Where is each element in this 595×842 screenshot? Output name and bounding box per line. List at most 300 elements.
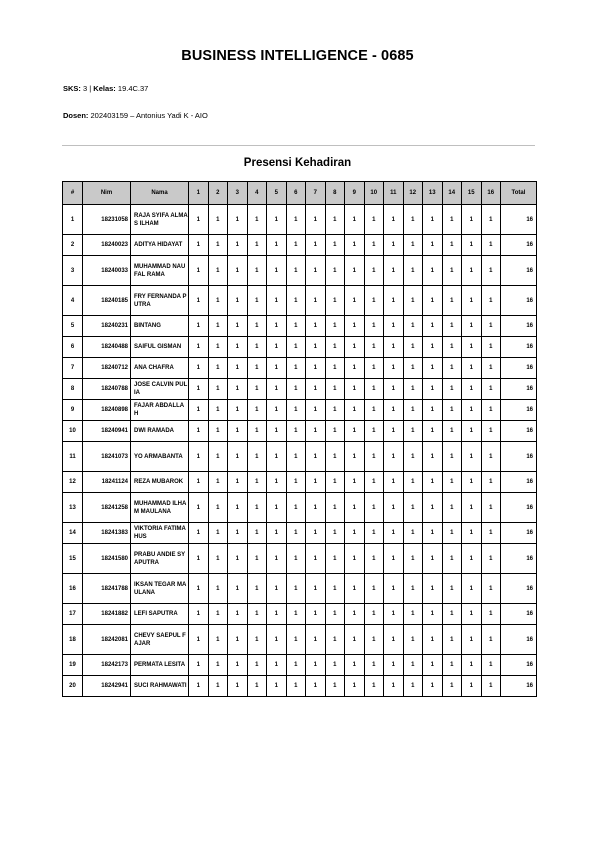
attendance-cell: 1 [403, 316, 423, 337]
attendance-cell: 1 [384, 358, 404, 379]
nim-cell: 18241383 [83, 523, 131, 544]
attendance-cell: 1 [208, 676, 228, 697]
attendance-cell: 1 [442, 337, 462, 358]
attendance-cell: 1 [364, 286, 384, 316]
attendance-cell: 1 [384, 574, 404, 604]
attendance-cell: 1 [247, 523, 267, 544]
attendance-cell: 1 [423, 286, 443, 316]
attendance-cell: 1 [247, 655, 267, 676]
attendance-cell: 1 [306, 604, 326, 625]
attendance-cell: 1 [267, 544, 287, 574]
table-row [63, 544, 537, 574]
attendance-cell: 1 [325, 472, 345, 493]
attendance-cell: 1 [267, 493, 287, 523]
attendance-cell: 1 [442, 676, 462, 697]
attendance-cell: 1 [345, 442, 365, 472]
attendance-cell: 1 [208, 544, 228, 574]
attendance-cell: 1 [345, 316, 365, 337]
attendance-cell: 1 [208, 205, 228, 235]
attendance-cell: 1 [228, 523, 248, 544]
attendance-cell: 1 [462, 205, 482, 235]
attendance-cell: 1 [403, 625, 423, 655]
attendance-cell: 1 [442, 379, 462, 400]
row-number-cell: 3 [63, 256, 83, 286]
column-header: 3 [228, 182, 248, 205]
attendance-cell: 1 [364, 358, 384, 379]
column-header: 7 [306, 182, 326, 205]
row-number-cell: 14 [63, 523, 83, 544]
attendance-cell: 1 [403, 235, 423, 256]
attendance-cell: 1 [384, 493, 404, 523]
table-header-row [63, 182, 537, 205]
attendance-cell: 1 [423, 256, 443, 286]
attendance-cell: 1 [208, 493, 228, 523]
attendance-cell: 1 [423, 421, 443, 442]
attendance-cell: 1 [228, 256, 248, 286]
attendance-cell: 1 [423, 316, 443, 337]
dosen-label: Dosen: [63, 111, 89, 120]
sks-label: SKS: [63, 84, 81, 93]
attendance-cell: 1 [345, 472, 365, 493]
attendance-cell: 1 [286, 379, 306, 400]
attendance-cell: 1 [462, 379, 482, 400]
attendance-cell: 1 [247, 676, 267, 697]
table-row [63, 574, 537, 604]
name-cell: FRY FERNANDA PUTRA [131, 286, 189, 316]
attendance-cell: 1 [403, 676, 423, 697]
attendance-cell: 1 [423, 400, 443, 421]
attendance-cell: 1 [345, 286, 365, 316]
attendance-cell: 1 [442, 625, 462, 655]
attendance-cell: 1 [481, 472, 501, 493]
total-cell: 16 [501, 655, 537, 676]
row-number-cell: 13 [63, 493, 83, 523]
row-number-cell: 7 [63, 358, 83, 379]
attendance-cell: 1 [228, 316, 248, 337]
column-header: 10 [364, 182, 384, 205]
attendance-cell: 1 [345, 400, 365, 421]
attendance-cell: 1 [228, 235, 248, 256]
attendance-cell: 1 [384, 316, 404, 337]
total-cell: 16 [501, 286, 537, 316]
attendance-cell: 1 [442, 493, 462, 523]
attendance-cell: 1 [228, 472, 248, 493]
name-cell: PRABU ANDIE SYAPUTRA [131, 544, 189, 574]
nim-cell: 18241258 [83, 493, 131, 523]
attendance-cell: 1 [364, 379, 384, 400]
name-cell: CHEVY SAEPUL FAJAR [131, 625, 189, 655]
attendance-cell: 1 [228, 337, 248, 358]
attendance-cell: 1 [189, 676, 209, 697]
total-cell: 16 [501, 358, 537, 379]
attendance-cell: 1 [442, 523, 462, 544]
attendance-cell: 1 [306, 676, 326, 697]
nim-cell: 18241124 [83, 472, 131, 493]
attendance-cell: 1 [286, 421, 306, 442]
table-body [63, 205, 537, 697]
attendance-cell: 1 [403, 472, 423, 493]
attendance-cell: 1 [481, 316, 501, 337]
attendance-cell: 1 [403, 337, 423, 358]
attendance-cell: 1 [325, 379, 345, 400]
attendance-cell: 1 [306, 574, 326, 604]
attendance-cell: 1 [247, 544, 267, 574]
attendance-cell: 1 [345, 676, 365, 697]
column-header: 4 [247, 182, 267, 205]
attendance-cell: 1 [325, 358, 345, 379]
attendance-cell: 1 [306, 337, 326, 358]
table-row [63, 442, 537, 472]
attendance-cell: 1 [403, 655, 423, 676]
attendance-cell: 1 [442, 604, 462, 625]
attendance-cell: 1 [384, 472, 404, 493]
table-row [63, 379, 537, 400]
attendance-cell: 1 [423, 379, 443, 400]
attendance-cell: 1 [423, 574, 443, 604]
nim-cell: 18242081 [83, 625, 131, 655]
attendance-cell: 1 [462, 358, 482, 379]
nim-cell: 18240231 [83, 316, 131, 337]
attendance-cell: 1 [481, 256, 501, 286]
table-row [63, 472, 537, 493]
attendance-cell: 1 [384, 379, 404, 400]
attendance-cell: 1 [364, 574, 384, 604]
column-header: 15 [462, 182, 482, 205]
attendance-cell: 1 [364, 205, 384, 235]
attendance-cell: 1 [345, 256, 365, 286]
attendance-cell: 1 [228, 493, 248, 523]
attendance-cell: 1 [481, 337, 501, 358]
name-cell: VIKTORIA FATIMA HUS [131, 523, 189, 544]
attendance-cell: 1 [189, 379, 209, 400]
attendance-cell: 1 [403, 256, 423, 286]
attendance-cell: 1 [403, 604, 423, 625]
attendance-cell: 1 [364, 337, 384, 358]
attendance-cell: 1 [423, 442, 443, 472]
attendance-cell: 1 [189, 337, 209, 358]
row-number-cell: 19 [63, 655, 83, 676]
attendance-cell: 1 [364, 472, 384, 493]
attendance-cell: 1 [345, 235, 365, 256]
attendance-cell: 1 [481, 421, 501, 442]
total-cell: 16 [501, 574, 537, 604]
attendance-cell: 1 [189, 604, 209, 625]
attendance-cell: 1 [423, 655, 443, 676]
attendance-cell: 1 [442, 421, 462, 442]
attendance-cell: 1 [228, 655, 248, 676]
attendance-cell: 1 [481, 604, 501, 625]
attendance-cell: 1 [286, 337, 306, 358]
attendance-cell: 1 [247, 337, 267, 358]
attendance-cell: 1 [208, 316, 228, 337]
attendance-cell: 1 [481, 655, 501, 676]
table-row [63, 625, 537, 655]
section-title: Presensi Kehadiran [243, 157, 352, 169]
attendance-cell: 1 [286, 235, 306, 256]
name-cell: MUHAMMAD NAUFAL RAMA [131, 256, 189, 286]
name-cell: DWI RAMADA [131, 421, 189, 442]
attendance-cell: 1 [384, 442, 404, 472]
attendance-cell: 1 [364, 316, 384, 337]
attendance-cell: 1 [267, 523, 287, 544]
attendance-cell: 1 [364, 676, 384, 697]
page-title: BUSINESS INTELLIGENCE - 0685 [181, 48, 414, 64]
attendance-cell: 1 [228, 205, 248, 235]
attendance-cell: 1 [286, 472, 306, 493]
total-cell: 16 [501, 676, 537, 697]
course-info [63, 84, 148, 93]
attendance-cell: 1 [384, 337, 404, 358]
name-cell: PERMATA LESITA [131, 655, 189, 676]
column-header: 6 [286, 182, 306, 205]
attendance-cell: 1 [462, 400, 482, 421]
row-number-cell: 2 [63, 235, 83, 256]
attendance-cell: 1 [286, 286, 306, 316]
table-row [63, 205, 537, 235]
attendance-cell: 1 [267, 604, 287, 625]
attendance-cell: 1 [325, 421, 345, 442]
total-cell: 16 [501, 472, 537, 493]
attendance-cell: 1 [267, 655, 287, 676]
attendance-cell: 1 [442, 358, 462, 379]
attendance-cell: 1 [442, 316, 462, 337]
attendance-cell: 1 [325, 205, 345, 235]
attendance-cell: 1 [189, 400, 209, 421]
attendance-cell: 1 [462, 676, 482, 697]
attendance-cell: 1 [462, 286, 482, 316]
attendance-cell: 1 [306, 442, 326, 472]
attendance-cell: 1 [228, 544, 248, 574]
table-row [63, 523, 537, 544]
attendance-cell: 1 [228, 625, 248, 655]
nim-cell: 18241073 [83, 442, 131, 472]
nim-cell: 18242173 [83, 655, 131, 676]
attendance-cell: 1 [286, 655, 306, 676]
attendance-cell: 1 [423, 625, 443, 655]
attendance-cell: 1 [306, 400, 326, 421]
attendance-cell: 1 [364, 523, 384, 544]
attendance-cell: 1 [403, 358, 423, 379]
attendance-cell: 1 [247, 316, 267, 337]
attendance-cell: 1 [442, 655, 462, 676]
attendance-cell: 1 [306, 523, 326, 544]
attendance-cell: 1 [267, 421, 287, 442]
total-cell: 16 [501, 442, 537, 472]
attendance-cell: 1 [345, 337, 365, 358]
attendance-cell: 1 [306, 316, 326, 337]
attendance-cell: 1 [384, 421, 404, 442]
attendance-cell: 1 [208, 379, 228, 400]
table-row [63, 493, 537, 523]
attendance-cell: 1 [364, 421, 384, 442]
attendance-cell: 1 [228, 442, 248, 472]
attendance-cell: 1 [403, 379, 423, 400]
total-cell: 16 [501, 523, 537, 544]
name-cell: ANA CHAFRA [131, 358, 189, 379]
attendance-cell: 1 [325, 625, 345, 655]
attendance-cell: 1 [403, 523, 423, 544]
attendance-cell: 1 [462, 316, 482, 337]
divider [62, 145, 535, 146]
attendance-cell: 1 [364, 256, 384, 286]
attendance-cell: 1 [364, 655, 384, 676]
attendance-cell: 1 [208, 358, 228, 379]
attendance-cell: 1 [442, 544, 462, 574]
attendance-cell: 1 [384, 625, 404, 655]
sks-value: 3 | [80, 84, 94, 93]
attendance-cell: 1 [462, 235, 482, 256]
column-header: 14 [442, 182, 462, 205]
attendance-table [62, 181, 537, 697]
row-number-cell: 20 [63, 676, 83, 697]
attendance-cell: 1 [462, 421, 482, 442]
attendance-cell: 1 [384, 655, 404, 676]
total-cell: 16 [501, 604, 537, 625]
attendance-cell: 1 [286, 400, 306, 421]
table-row [63, 337, 537, 358]
attendance-cell: 1 [423, 604, 443, 625]
attendance-cell: 1 [247, 442, 267, 472]
attendance-cell: 1 [462, 574, 482, 604]
attendance-cell: 1 [423, 472, 443, 493]
attendance-cell: 1 [208, 472, 228, 493]
attendance-cell: 1 [423, 544, 443, 574]
attendance-cell: 1 [481, 400, 501, 421]
table-row [63, 421, 537, 442]
attendance-cell: 1 [267, 256, 287, 286]
table-row [63, 604, 537, 625]
attendance-cell: 1 [462, 472, 482, 493]
attendance-cell: 1 [384, 256, 404, 286]
name-cell: JOSE CALVIN PULIA [131, 379, 189, 400]
attendance-cell: 1 [384, 523, 404, 544]
row-number-cell: 10 [63, 421, 83, 442]
attendance-cell: 1 [267, 235, 287, 256]
column-header: 1 [189, 182, 209, 205]
attendance-cell: 1 [189, 625, 209, 655]
attendance-cell: 1 [286, 625, 306, 655]
attendance-cell: 1 [286, 544, 306, 574]
attendance-cell: 1 [481, 493, 501, 523]
row-number-cell: 5 [63, 316, 83, 337]
attendance-cell: 1 [267, 337, 287, 358]
attendance-cell: 1 [247, 493, 267, 523]
attendance-cell: 1 [306, 379, 326, 400]
attendance-cell: 1 [267, 574, 287, 604]
attendance-cell: 1 [384, 676, 404, 697]
column-header: 8 [325, 182, 345, 205]
column-header: 5 [267, 182, 287, 205]
name-cell: RAJA SYIFA ALMAS ILHAM [131, 205, 189, 235]
attendance-cell: 1 [306, 286, 326, 316]
kelas-label: Kelas: [93, 84, 116, 93]
attendance-cell: 1 [208, 655, 228, 676]
attendance-cell: 1 [442, 472, 462, 493]
attendance-cell: 1 [384, 604, 404, 625]
attendance-cell: 1 [442, 205, 462, 235]
total-cell: 16 [501, 544, 537, 574]
attendance-cell: 1 [267, 205, 287, 235]
name-cell: FAJAR ABDALLAH [131, 400, 189, 421]
attendance-cell: 1 [189, 358, 209, 379]
attendance-cell: 1 [208, 625, 228, 655]
table-row [63, 235, 537, 256]
attendance-cell: 1 [247, 421, 267, 442]
attendance-cell: 1 [247, 358, 267, 379]
attendance-cell: 1 [306, 493, 326, 523]
row-number-cell: 4 [63, 286, 83, 316]
attendance-cell: 1 [208, 574, 228, 604]
name-cell: ADITYA HIDAYAT [131, 235, 189, 256]
attendance-cell: 1 [325, 655, 345, 676]
table-row [63, 316, 537, 337]
attendance-cell: 1 [462, 604, 482, 625]
attendance-cell: 1 [364, 493, 384, 523]
name-cell: YO ARMABANTA [131, 442, 189, 472]
nim-cell: 18240941 [83, 421, 131, 442]
attendance-cell: 1 [345, 544, 365, 574]
nim-cell: 18240023 [83, 235, 131, 256]
attendance-cell: 1 [345, 493, 365, 523]
attendance-cell: 1 [189, 235, 209, 256]
row-number-cell: 18 [63, 625, 83, 655]
attendance-cell: 1 [306, 205, 326, 235]
total-cell: 16 [501, 316, 537, 337]
attendance-cell: 1 [228, 379, 248, 400]
nim-cell: 18240712 [83, 358, 131, 379]
attendance-cell: 1 [286, 604, 306, 625]
column-header: 16 [481, 182, 501, 205]
nim-cell: 18241788 [83, 574, 131, 604]
attendance-cell: 1 [403, 400, 423, 421]
name-cell: SAIFUL GISMAN [131, 337, 189, 358]
attendance-cell: 1 [189, 286, 209, 316]
nim-cell: 18240033 [83, 256, 131, 286]
attendance-cell: 1 [384, 544, 404, 574]
attendance-cell: 1 [267, 400, 287, 421]
attendance-cell: 1 [189, 316, 209, 337]
attendance-cell: 1 [189, 493, 209, 523]
column-header: Nim [83, 182, 131, 205]
column-header: 2 [208, 182, 228, 205]
attendance-cell: 1 [267, 472, 287, 493]
attendance-cell: 1 [442, 286, 462, 316]
attendance-cell: 1 [423, 523, 443, 544]
attendance-cell: 1 [267, 316, 287, 337]
attendance-cell: 1 [442, 235, 462, 256]
attendance-cell: 1 [403, 442, 423, 472]
table-row [63, 286, 537, 316]
attendance-cell: 1 [247, 604, 267, 625]
attendance-cell: 1 [442, 256, 462, 286]
name-cell: SUCI RAHMAWATI [131, 676, 189, 697]
total-cell: 16 [501, 493, 537, 523]
attendance-cell: 1 [481, 286, 501, 316]
nim-cell: 18241882 [83, 604, 131, 625]
attendance-cell: 1 [481, 523, 501, 544]
attendance-cell: 1 [208, 442, 228, 472]
attendance-cell: 1 [286, 676, 306, 697]
attendance-cell: 1 [189, 655, 209, 676]
attendance-cell: 1 [481, 235, 501, 256]
attendance-cell: 1 [403, 205, 423, 235]
attendance-cell: 1 [306, 235, 326, 256]
table-row [63, 676, 537, 697]
attendance-cell: 1 [286, 358, 306, 379]
attendance-cell: 1 [208, 421, 228, 442]
attendance-cell: 1 [462, 523, 482, 544]
attendance-cell: 1 [462, 442, 482, 472]
